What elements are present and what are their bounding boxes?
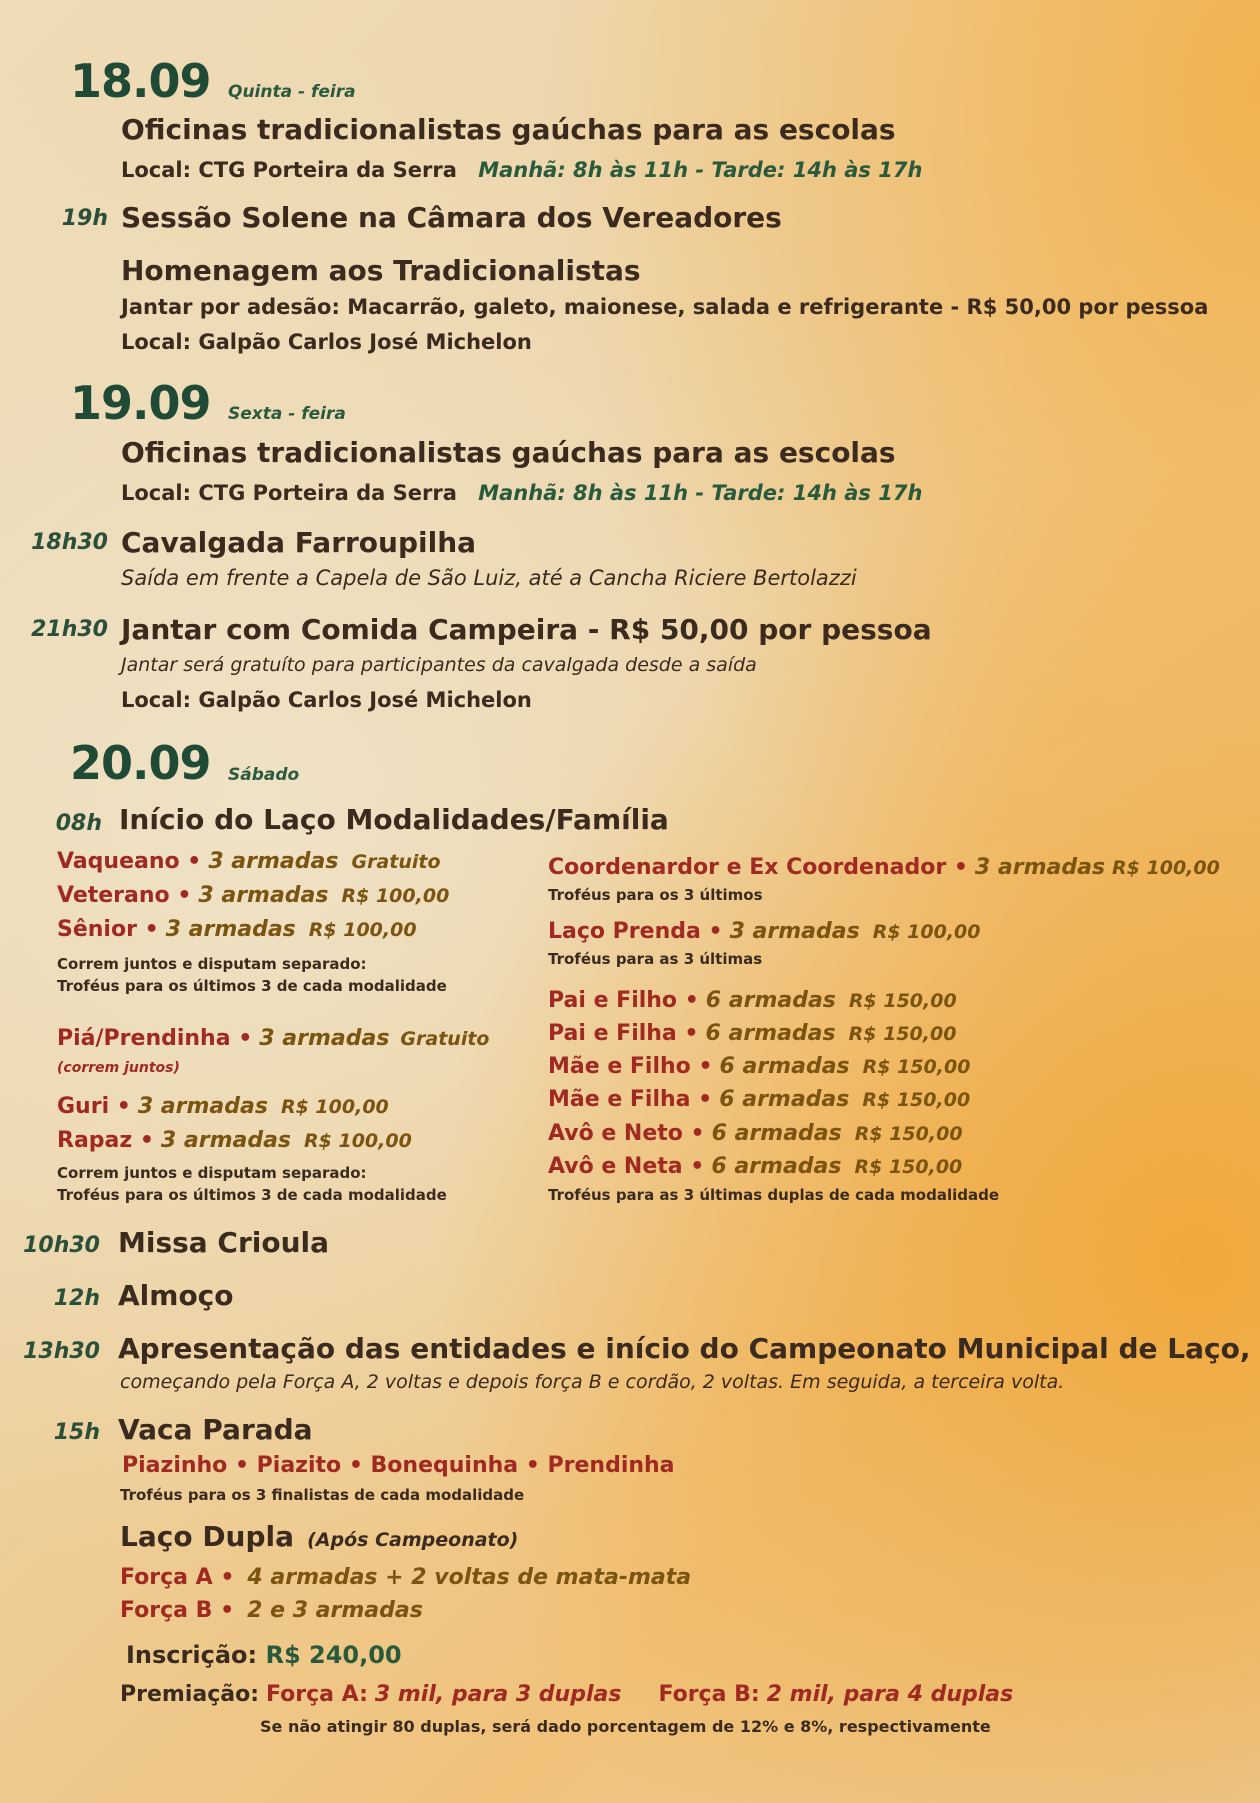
event-title: Cavalgada Farroupilha xyxy=(121,526,477,559)
weekday: Sábado xyxy=(228,765,300,785)
event-title: Vaca Parada xyxy=(118,1413,313,1446)
modality-row: Mãe e Filha • 6 armadas R$ 150,00 xyxy=(548,1087,971,1112)
event-time: 19h xyxy=(61,206,108,231)
vaca-modalities: Piazinho • Piazito • Bonequinha • Prendinha xyxy=(122,1453,675,1478)
event-detail: Saída em frente a Capela de São Luiz, até a Cancha Riciere Bertolazzi xyxy=(121,566,857,590)
event-title: Início do Laço Modalidades/Família xyxy=(119,803,669,836)
modality-note: Troféus para os 3 últimos xyxy=(548,886,763,904)
weekday: Quinta - feira xyxy=(228,82,356,102)
event-time: 13h30 xyxy=(23,1339,100,1364)
event-title: Jantar com Comida Campeira - R$ 50,00 por pessoa xyxy=(121,613,932,646)
hours-text: Manhã: 8h às 11h - Tarde: 14h às 17h xyxy=(478,158,923,182)
modality-row: Mãe e Filho • 6 armadas R$ 150,00 xyxy=(548,1054,971,1079)
date-20-09: 20.09 xyxy=(70,736,211,790)
modality-note: (correm juntos) xyxy=(57,1060,180,1076)
modality-note: Troféus para as 3 últimas xyxy=(548,950,763,968)
event-title: Sessão Solene na Câmara dos Vereadores xyxy=(121,201,782,234)
event-time: 18h30 xyxy=(31,530,108,555)
event-title: Apresentação das entidades e início do Campeonato Municipal de Laço, xyxy=(118,1332,1251,1365)
inscricao-row: Inscrição: R$ 240,00 xyxy=(126,1641,402,1669)
premiacao-note: Se não atingir 80 duplas, será dado porcentagem de 12% e 8%, respectivamente xyxy=(260,1717,991,1736)
modality-row: Avô e Neta • 6 armadas R$ 150,00 xyxy=(548,1154,963,1179)
event-time: 10h30 xyxy=(23,1233,100,1258)
modality-row: Laço Prenda • 3 armadas R$ 100,00 xyxy=(548,919,981,944)
event-time: 08h xyxy=(55,811,102,836)
date-19-09: 19.09 xyxy=(70,376,211,430)
modality-row: Pai e Filha • 6 armadas R$ 150,00 xyxy=(548,1021,957,1046)
modality-row: Avô e Neto • 6 armadas R$ 150,00 xyxy=(548,1121,963,1146)
event-time: 15h xyxy=(53,1420,100,1445)
modality-row: Rapaz • 3 armadas R$ 100,00 xyxy=(57,1128,412,1153)
event-local: Local: Galpão Carlos José Michelon xyxy=(121,330,532,354)
modality-row: Sênior • 3 armadas R$ 100,00 xyxy=(57,917,417,942)
modality-row: Piá/Prendinha • 3 armadas Gratuito xyxy=(57,1026,490,1051)
forca-b-row: Força B • 2 e 3 armadas xyxy=(120,1598,423,1623)
event-title: Oficinas tradicionalistas gaúchas para as escolas xyxy=(121,436,896,469)
modality-row: Coordenardor e Ex Coordenador • 3 armadas R$ 100,00 xyxy=(548,855,1220,880)
event-time: 12h xyxy=(53,1286,100,1311)
event-local xyxy=(121,481,922,505)
local-text: Local: CTG Porteira da Serra xyxy=(121,158,457,182)
event-local: Local: Galpão Carlos José Michelon xyxy=(121,688,532,712)
modality-note: Correm juntos e disputam separado: Troféus para os últimos 3 de cada modalidade xyxy=(57,955,447,995)
event-title: Almoço xyxy=(118,1279,234,1312)
event-local xyxy=(121,158,922,182)
local-text: Local: CTG Porteira da Serra xyxy=(121,481,457,505)
modality-row: Veterano • 3 armadas R$ 100,00 xyxy=(57,883,450,908)
hours-text: Manhã: 8h às 11h - Tarde: 14h às 17h xyxy=(478,481,923,505)
modality-row: Guri • 3 armadas R$ 100,00 xyxy=(57,1094,389,1119)
event-detail: Jantar será gratuíto para participantes da cavalgada desde a saída xyxy=(121,654,757,676)
event-detail: começando pela Força A, 2 voltas e depois força B e cordão, 2 voltas. Em seguida, a terceira volta. xyxy=(120,1371,1065,1393)
modality-row: Pai e Filho • 6 armadas R$ 150,00 xyxy=(548,988,957,1013)
forca-a-row: Força A • 4 armadas + 2 voltas de mata-mata xyxy=(120,1565,692,1590)
date-18-09: 18.09 xyxy=(70,54,211,108)
modality-note: Troféus para as 3 últimas duplas de cada modalidade xyxy=(548,1186,1000,1204)
event-title: Homenagem aos Tradicionalistas xyxy=(121,254,641,287)
modality-note: Correm juntos e disputam separado: Troféus para os últimos 3 de cada modalidade xyxy=(57,1164,447,1204)
modality-row: Vaqueano • 3 armadas Gratuito xyxy=(57,849,441,874)
event-time: 21h30 xyxy=(31,617,108,642)
event-title: Oficinas tradicionalistas gaúchas para as escolas xyxy=(121,113,896,146)
event-title: Missa Crioula xyxy=(118,1226,330,1259)
weekday: Sexta - feira xyxy=(228,404,346,424)
premiacao-row: Premiação: Força A: 3 mil, para 3 duplas Força B: 2 mil, para 4 duplas xyxy=(120,1682,1014,1707)
laco-dupla-heading: Laço Dupla (Após Campeonato) xyxy=(120,1520,519,1553)
event-detail: Jantar por adesão: Macarrão, galeto, maionese, salada e refrigerante - R$ 50,00 por pessoa xyxy=(121,295,1209,319)
vaca-note: Troféus para os 3 finalistas de cada modalidade xyxy=(120,1486,525,1504)
